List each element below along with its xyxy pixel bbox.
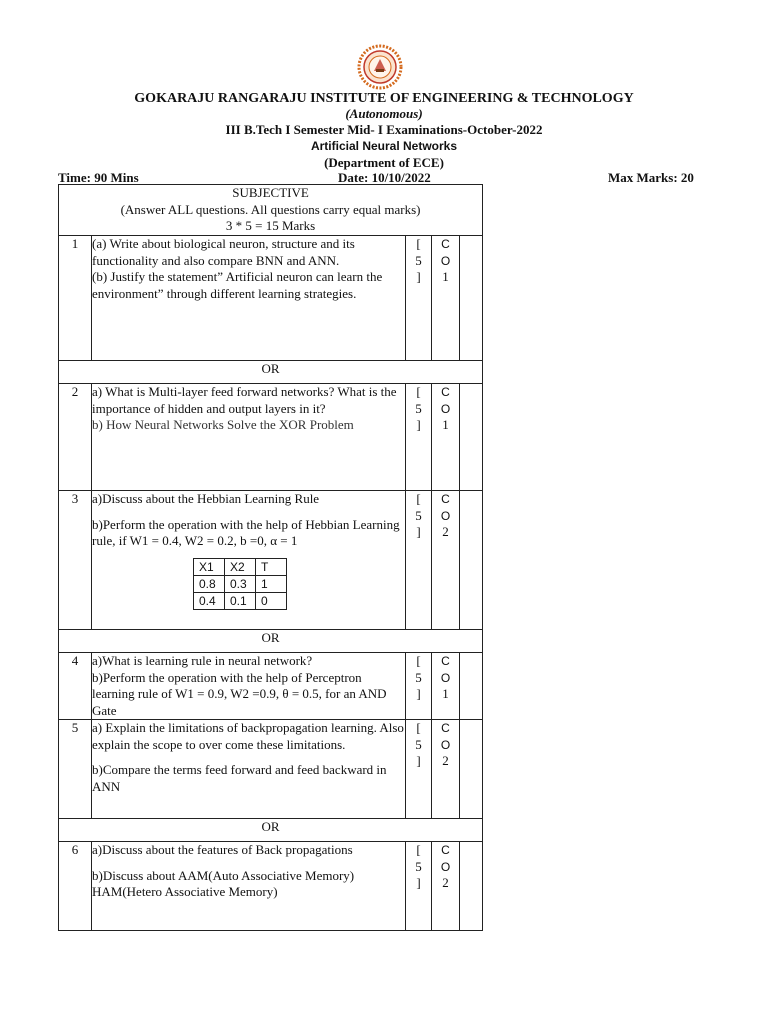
mark-bracket-open: [ [416,236,421,251]
mark-bracket-open: [ [416,384,421,399]
subject-name: Artificial Neural Networks [310,139,458,153]
question-row [59,653,483,720]
mark-bracket-open: [ [416,842,421,857]
or-row [59,819,483,842]
mark-bracket-close: ] [416,686,421,701]
co-cell [432,491,460,630]
marks-cell [406,842,432,931]
co-letter-o: O [440,859,451,874]
question-part-a: a) What is Multi-layer feed forward networks? What is the importance of hidden and output layers in it? [92,384,397,416]
co-letter-c: C [441,721,450,735]
section-header-row [59,185,483,236]
hebbian-table-header [194,558,287,575]
co-letter-o: O [440,253,451,268]
question-text [92,236,406,361]
college-emblem-logo [357,44,403,90]
table-cell: 1 [256,575,287,592]
co-cell [432,236,460,361]
or-row [59,361,483,384]
co-number: 1 [442,417,449,432]
blank-cell [460,842,483,931]
department-name: (Department of ECE) [324,155,444,170]
blank-cell [460,384,483,491]
section-instructions: (Answer ALL questions. All questions carry equal marks) [120,201,421,217]
mark-bracket-close: ] [416,524,421,539]
table-cell: 0.8 [194,575,225,592]
marks-cell [406,384,432,491]
question-part-a: a) Explain the limitations of backpropagation learning. Also explain the scope to over come these limitations. [92,720,404,752]
question-row [59,384,483,491]
co-letter-o: O [440,737,451,752]
question-part-a: (a) Write about biological neuron, structure and its functionality and also compare BNN and ANN. [92,236,355,268]
mark-value: 5 [415,669,422,685]
mark-value: 5 [415,858,422,874]
question-part-a: a)Discuss about the features of Back propagations [92,842,353,857]
marks-cell [406,236,432,361]
marks-cell [406,720,432,819]
exam-time: Time: 90 Mins [58,170,139,185]
co-letter-c: C [441,654,450,668]
question-row [59,491,483,630]
question-number: 4 [59,653,92,720]
or-row [59,630,483,653]
question-row [59,842,483,931]
question-part-b: b)Perform the operation with the help of Hebbian Learning rule, if W1 = 0.4, W2 = 0.2, b =0, α = 1 [92,516,400,548]
column-header: X1 [194,558,225,575]
section-marks: 3 * 5 = 15 Marks [225,218,316,233]
question-text [92,720,406,819]
co-letter-c: C [441,385,450,399]
section-title: SUBJECTIVE [232,185,309,200]
co-number: 1 [442,269,449,284]
question-text [92,842,406,931]
co-cell [432,842,460,931]
question-part-b: b) How Neural Networks Solve the XOR Problem [92,417,354,432]
question-part-a: a)What is learning rule in neural network? [92,653,313,668]
mark-bracket-open: [ [416,720,421,735]
question-text [92,491,406,630]
table-cell: 0.4 [194,592,225,609]
co-letter-c: C [441,492,450,506]
co-cell [432,653,460,720]
question-row [59,720,483,819]
institute-name: GOKARAJU RANGARAJU INSTITUTE OF ENGINEERING & TECHNOLOGY [134,91,634,106]
question-number: 3 [59,491,92,630]
question-number: 6 [59,842,92,931]
mark-value: 5 [415,736,422,752]
blank-cell [460,720,483,819]
marks-cell [406,653,432,720]
question-row [59,236,483,361]
co-letter-c: C [441,237,450,251]
mark-value: 5 [415,507,422,523]
mark-bracket-close: ] [416,269,421,284]
blank-cell [460,236,483,361]
mark-bracket-open: [ [416,491,421,506]
mark-bracket-close: ] [416,417,421,432]
co-number: 2 [442,524,449,539]
question-paper-table [58,184,483,931]
question-part-a: a)Discuss about the Hebbian Learning Rule [92,491,320,506]
question-text [92,653,406,720]
hebbian-data-table [193,558,287,610]
exam-date: Date: 10/10/2022 [338,170,431,185]
co-cell [432,720,460,819]
question-text [92,384,406,491]
table-cell: 0 [256,592,287,609]
table-cell: 0.3 [225,575,256,592]
marks-cell [406,491,432,630]
co-letter-o: O [440,670,451,685]
mark-value: 5 [415,252,422,268]
co-letter-c: C [441,843,450,857]
mark-bracket-open: [ [416,653,421,668]
hebbian-table-row [194,575,287,592]
question-part-b: b)Perform the operation with the help of Perceptron learning rule of W1 = 0.9, W2 =0.9, θ = 0.5, for an AND Gate [92,669,387,718]
table-cell: 0.1 [225,592,256,609]
mark-bracket-close: ] [416,875,421,890]
co-number: 2 [442,875,449,890]
or-label: OR [59,819,483,842]
blank-cell [460,653,483,720]
or-label: OR [59,630,483,653]
question-number: 2 [59,384,92,491]
column-header: T [256,558,287,575]
question-part-b: b)Discuss about AAM(Auto Associative Memory) HAM(Hetero Associative Memory) [92,867,355,899]
co-letter-o: O [440,508,451,523]
question-number: 1 [59,236,92,361]
column-header: X2 [225,558,256,575]
blank-cell [460,491,483,630]
mark-bracket-close: ] [416,753,421,768]
hebbian-table-row [194,592,287,609]
question-part-b: b)Compare the terms feed forward and feed backward in ANN [92,762,387,794]
co-cell [432,384,460,491]
or-label: OR [59,361,483,384]
autonomous-label: (Autonomous) [345,106,423,121]
co-number: 2 [442,753,449,768]
co-letter-o: O [440,401,451,416]
max-marks: Max Marks: 20 [608,170,694,185]
question-part-b: (b) Justify the statement” Artificial neuron can learn the environment” through different learning strategies. [92,269,383,301]
exam-title: III B.Tech I Semester Mid- I Examinations-October-2022 [225,122,543,137]
mark-value: 5 [415,400,422,416]
co-number: 1 [442,686,449,701]
question-number: 5 [59,720,92,819]
